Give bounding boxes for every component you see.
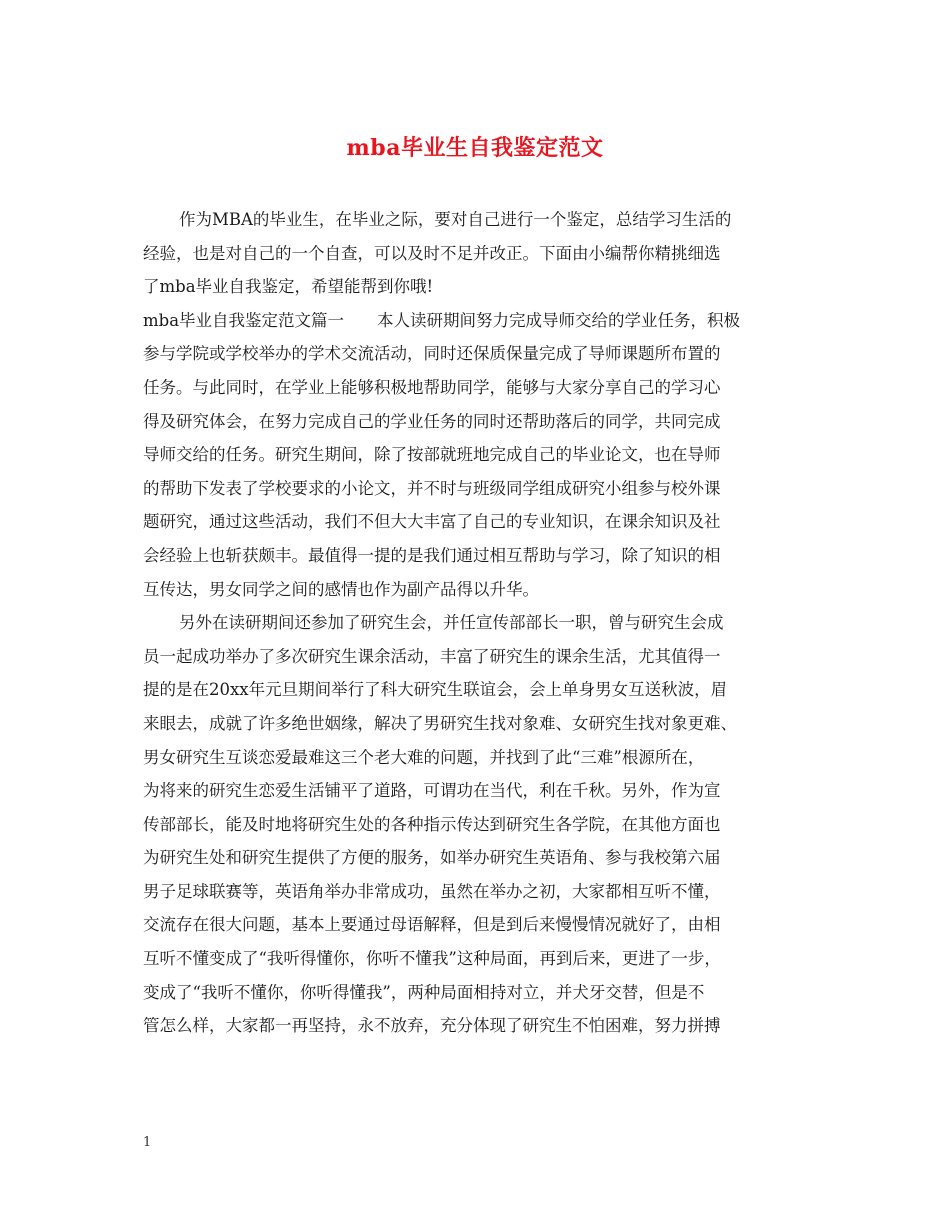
paragraph-line: 互听不懂变成了“我听得懂你，你听不懂我”这种局面，再到后来，更进了一步， (143, 949, 721, 969)
paragraph-line: 员一起成功举办了多次研究生课余活动，丰富了研究生的课余生活，尤其值得一 (143, 646, 721, 666)
paragraph-line: 导师交给的任务。研究生期间，除了按部就班地完成自己的毕业论文，也在导师 (143, 445, 721, 465)
paragraph-line: 任务。与此同时，在学业上能够积极地帮助同学，能够与大家分享自己的学习心 (143, 377, 721, 397)
paragraph-line: 传部部长，能及时地将研究生处的各种指示传达到研究生各学院，在其他方面也 (143, 814, 721, 834)
paragraph-line: 为将来的研究生恋爱生活铺平了道路，可谓功在当代，利在千秋。另外，作为宣 (143, 781, 721, 801)
paragraph-line: 题研究，通过这些活动，我们不但大大丰富了自己的专业知识，在课余知识及社 (143, 512, 721, 532)
paragraph-line: 男子足球联赛等，英语角举办非常成功，虽然在举办之初，大家都相互听不懂， (143, 881, 721, 901)
document-body (143, 203, 833, 1043)
paragraph-line: 交流存在很大问题，基本上要通过母语解释，但是到后来慢慢情况就好了，由相 (143, 915, 721, 935)
paragraph-line: 参与学院或学校举办的学术交流活动，同时还保质保量完成了导师课题所布置的 (143, 344, 721, 364)
paragraph-line: 变成了“我听不懂你，你听得懂我”，两种局面相持对立，并犬牙交替，但是不 (143, 982, 705, 1002)
paragraph-line: 了mba毕业自我鉴定，希望能帮到你哦! (143, 277, 434, 297)
paragraph-line: 互传达，男女同学之间的感情也作为副产品得以升华。 (143, 579, 539, 599)
paragraph-line: mba毕业自我鉴定范文篇一 本人读研期间努力完成导师交给的学业任务，积极 (143, 310, 741, 330)
paragraph-line: 为研究生处和研究生提供了方便的服务，如举办研究生英语角、参与我校第六届 (143, 848, 721, 868)
paragraph-line: 男女研究生互谈恋爱最难这三个老大难的问题，并找到了此“三难”根源所在， (143, 747, 705, 767)
paragraph-line: 另外在读研期间还参加了研究生会，并任宣传部部长一职，曾与研究生会成 (179, 613, 724, 633)
page-number: 1 (143, 1135, 152, 1150)
paragraph-line: 的帮助下发表了学校要求的小论文，并不时与班级同学组成研究小组参与校外课 (143, 478, 721, 498)
paragraph-line: 来眼去，成就了许多绝世姻缘，解决了男研究生找对象难、女研究生找对象更难、 (143, 713, 737, 733)
paragraph-line: 经验，也是对自己的一个自查，可以及时不足并改正。下面由小编帮你精挑细选 (143, 243, 721, 263)
document-title: mba毕业生自我鉴定范文 (346, 135, 604, 161)
paragraph-line: 得及研究体会，在努力完成自己的学业任务的同时还帮助落后的同学，共同完成 (143, 411, 721, 431)
paragraph-line: 提的是在20xx年元旦期间举行了科大研究生联谊会，会上单身男女互送秋波，眉 (143, 680, 728, 700)
paragraph-line: 作为MBA的毕业生，在毕业之际，要对自己进行一个鉴定，总结学习生活的 (179, 210, 732, 229)
paragraph-line: 会经验上也斩获颇丰。最值得一提的是我们通过相互帮助与学习，除了知识的相 (143, 545, 721, 565)
paragraph-line: 管怎么样，大家都一再坚持，永不放弃，充分体现了研究生不怕困难，努力拼搏 (143, 1016, 721, 1036)
